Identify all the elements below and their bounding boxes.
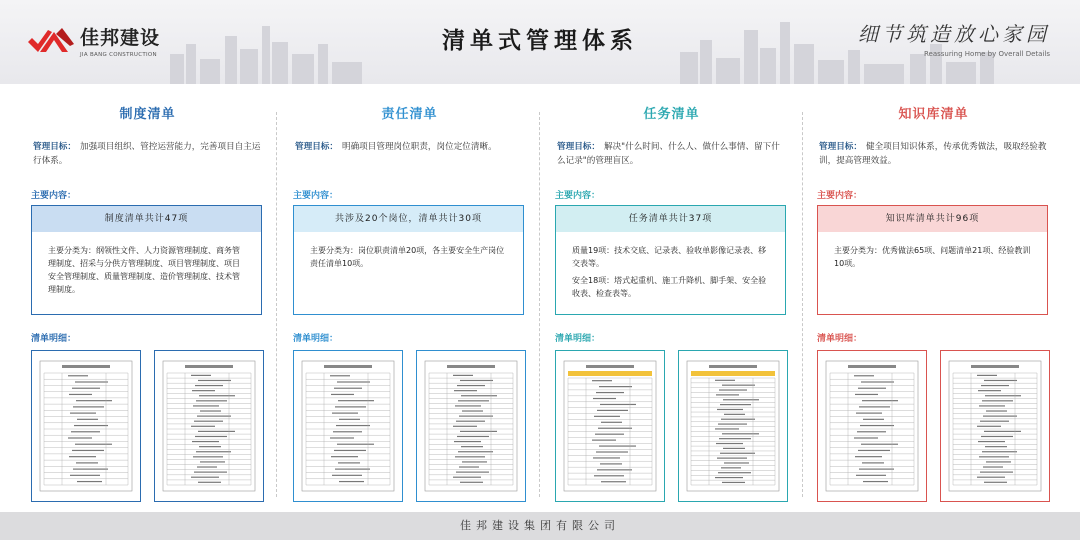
document-thumbnails bbox=[817, 350, 1050, 502]
panel-line: 安全18项：塔式起重机、施工升降机、脚手架、安全验收表、检查表等。 bbox=[572, 276, 767, 298]
document-page-icon bbox=[556, 351, 664, 501]
panel-body bbox=[294, 232, 523, 270]
column-title: 制度清单 bbox=[119, 107, 176, 122]
document-thumbnails bbox=[31, 350, 264, 502]
page-title: 清单式管理体系 bbox=[442, 28, 638, 54]
company-name: 佳邦建设集团有限公司 bbox=[460, 519, 620, 532]
document-page-icon bbox=[155, 351, 263, 501]
detail-label: 清单明细： bbox=[293, 334, 339, 344]
management-goal bbox=[293, 140, 526, 180]
slogan-chinese: 细节筑造放心家园 bbox=[858, 22, 1050, 46]
panel-line: 质量19项：技术交底、记录表、验收单影像记录表、移交表等。 bbox=[572, 246, 767, 268]
panel-header: 制度清单共计47项 bbox=[32, 206, 261, 232]
document-thumbnail[interactable] bbox=[154, 350, 264, 502]
slogan-english: Reassuring Home by Overall Details bbox=[923, 50, 1050, 58]
logo-name: 佳邦建设 bbox=[80, 26, 161, 49]
goal-label: 管理目标： bbox=[557, 142, 600, 152]
document-thumbnail[interactable] bbox=[678, 350, 788, 502]
summary-panel bbox=[555, 205, 786, 315]
document-page-icon bbox=[294, 351, 402, 501]
column-system-list bbox=[31, 95, 264, 495]
column-task-list bbox=[555, 95, 788, 495]
document-thumbnails bbox=[555, 350, 788, 502]
goal-text: 健全项目知识体系，传承优秀做法，吸取经验教训，提高管理效益。 bbox=[819, 142, 1047, 166]
main-content-label: 主要内容： bbox=[293, 191, 339, 201]
panel-line: 主要分类为：岗位职责清单20项，各主要安全生产岗位责任清单10项。 bbox=[310, 246, 505, 268]
main-content-label: 主要内容： bbox=[555, 191, 601, 201]
goal-text: 明确项目管理岗位职责，岗位定位清晰。 bbox=[341, 142, 497, 152]
column-divider bbox=[276, 112, 277, 497]
management-goal bbox=[817, 140, 1050, 180]
summary-panel bbox=[817, 205, 1048, 315]
document-page-icon bbox=[941, 351, 1049, 501]
panel-body bbox=[556, 232, 785, 300]
header bbox=[0, 0, 1080, 84]
panel-body bbox=[32, 232, 261, 296]
column-title: 知识库清单 bbox=[898, 107, 969, 122]
panel-body bbox=[818, 232, 1047, 270]
goal-label: 管理目标： bbox=[819, 142, 862, 152]
column-divider bbox=[802, 112, 803, 497]
document-thumbnail[interactable] bbox=[31, 350, 141, 502]
goal-text: 加强项目组织、管控运营能力，完善项目自主运行体系。 bbox=[33, 142, 261, 166]
column-title: 任务清单 bbox=[643, 107, 700, 122]
management-goal bbox=[31, 140, 264, 180]
panel-line: 主要分类为：纲领性文件、人力资源管理制度、商务管理制度、招采与分供方管理制度、项目管理制度、项目安全管理制度、质量管理制度、造价管理制度、技术管理制度。 bbox=[48, 246, 240, 294]
column-responsibility-list bbox=[293, 95, 526, 495]
detail-label: 清单明细： bbox=[555, 334, 601, 344]
goal-label: 管理目标： bbox=[295, 142, 338, 152]
column-divider bbox=[539, 112, 540, 497]
document-thumbnail[interactable] bbox=[817, 350, 927, 502]
document-page-icon bbox=[417, 351, 525, 501]
summary-panel bbox=[31, 205, 262, 315]
main-content-label: 主要内容： bbox=[817, 191, 863, 201]
document-thumbnail[interactable] bbox=[416, 350, 526, 502]
column-knowledge-list bbox=[817, 95, 1050, 495]
document-page-icon bbox=[32, 351, 140, 501]
column-title: 责任清单 bbox=[381, 107, 438, 122]
document-thumbnail[interactable] bbox=[555, 350, 665, 502]
detail-label: 清单明细： bbox=[31, 334, 77, 344]
panel-header: 任务清单共计37项 bbox=[556, 206, 785, 232]
goal-label: 管理目标： bbox=[33, 142, 76, 152]
panel-header: 知识库清单共计96项 bbox=[818, 206, 1047, 232]
slogan bbox=[858, 18, 1050, 58]
main-content-label: 主要内容： bbox=[31, 191, 77, 201]
panel-line: 主要分类为：优秀做法65项、问题清单21项、经验教训10项。 bbox=[834, 246, 1031, 268]
panel-header: 共涉及20个岗位，清单共计30项 bbox=[294, 206, 523, 232]
footer bbox=[0, 512, 1080, 540]
goal-text: 解决"什么时间、什么人、做什么事情、留下什么记录"的管理盲区。 bbox=[557, 142, 780, 166]
management-goal bbox=[555, 140, 788, 180]
detail-label: 清单明细： bbox=[817, 334, 863, 344]
document-page-icon bbox=[679, 351, 787, 501]
document-thumbnail[interactable] bbox=[293, 350, 403, 502]
document-page-icon bbox=[818, 351, 926, 501]
document-thumbnails bbox=[293, 350, 526, 502]
summary-panel bbox=[293, 205, 524, 315]
document-thumbnail[interactable] bbox=[940, 350, 1050, 502]
logo-english-name: JIA BANG CONSTRUCTION bbox=[80, 51, 157, 58]
